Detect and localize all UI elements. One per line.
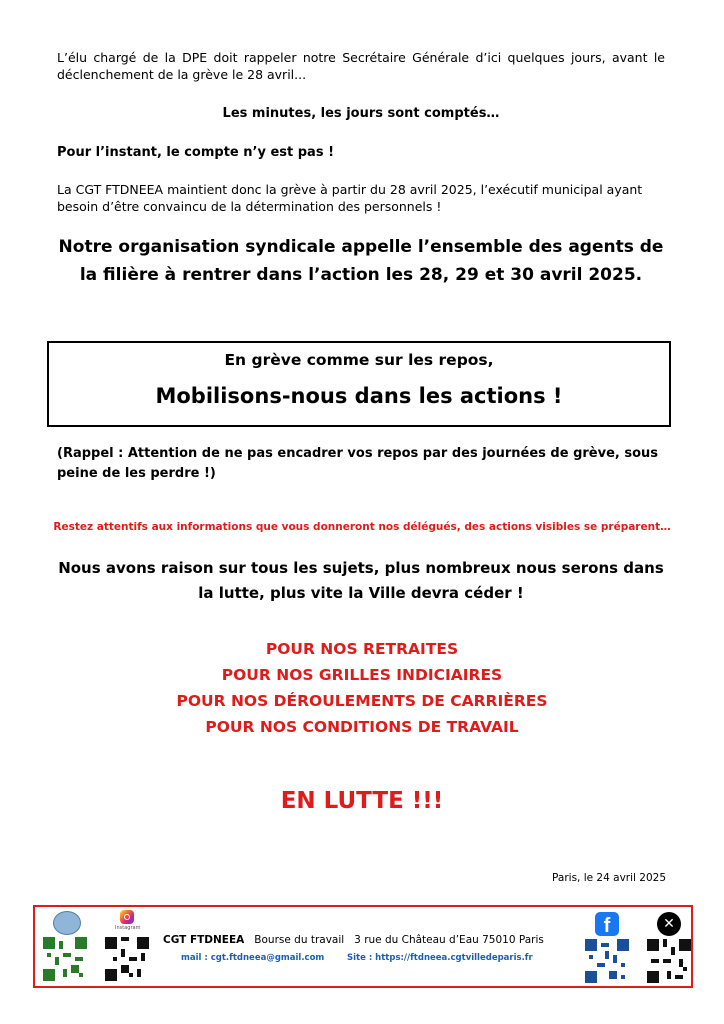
- callout-line-2: Mobilisons-nous dans les actions !: [155, 384, 563, 408]
- qr-code-cgt: [43, 937, 87, 981]
- countdown-heading: Les minutes, les jours sont comptés…: [222, 106, 500, 121]
- intro-paragraph: L’élu chargé de la DPE doit rappeler notre Secrétaire Générale d’ici quelques jours, avant le déclenchement de la grève le 28 avril...: [57, 50, 665, 82]
- slogan-retraites: POUR NOS RETRAITES: [265, 640, 459, 658]
- instagram-icon[interactable]: [120, 910, 134, 924]
- status-heading: Pour l’instant, le compte n’y est pas !: [57, 145, 335, 160]
- mobilisation-box: [47, 341, 671, 427]
- footer-site[interactable]: Site : https://ftdneea.cgtvilledeparis.fr: [347, 953, 533, 963]
- slogans-block: [40, 636, 684, 740]
- cgt-logo-icon: [53, 911, 81, 935]
- facebook-icon[interactable]: f: [595, 912, 619, 936]
- qr-code-x: [647, 939, 691, 983]
- reminder-note: (Rappel : Attention de ne pas encadrer vos repos par des journées de grève, sous peine de les perdre !): [57, 446, 659, 481]
- qr-code-instagram: [105, 937, 149, 981]
- x-icon[interactable]: ✕: [657, 912, 681, 936]
- footer-box: [33, 905, 693, 988]
- instagram-caption: Instagram: [115, 925, 141, 931]
- footer-address: Bourse du travail 3 rue du Château d’Eau 75010 Paris: [254, 934, 544, 946]
- footer-org-line: [163, 934, 563, 946]
- callout-line-1: En grève comme sur les repos,: [224, 351, 494, 369]
- slogan-carrieres: POUR NOS DÉROULEMENTS DE CARRIÈRES: [176, 692, 548, 710]
- footer-mail[interactable]: mail : cgt.ftdneea@gmail.com: [181, 953, 325, 963]
- statement-paragraph: Nous avons raison sur tous les sujets, plus nombreux nous serons dans la lutte, plus vite la Ville devra céder !: [58, 559, 664, 602]
- slogan-grilles: POUR NOS GRILLES INDICIAIRES: [221, 666, 503, 684]
- slogan-conditions: POUR NOS CONDITIONS DE TRAVAIL: [205, 718, 519, 736]
- en-lutte-heading: EN LUTTE !!!: [280, 788, 444, 814]
- date-line: Paris, le 24 avril 2025: [552, 872, 666, 884]
- strike-paragraph: La CGT FTDNEEA maintient donc la grève à partir du 28 avril 2025, l’exécutif municipal ayant besoin d’être convaincu de la détermination des personnels !: [57, 182, 643, 214]
- qr-code-facebook: [585, 939, 629, 983]
- footer-org: CGT FTDNEEA: [163, 934, 245, 946]
- call-to-action: Notre organisation syndicale appelle l’ensemble des agents de la filière à rentrer dans l’action les 28, 29 et 30 avril 2025.: [58, 237, 664, 285]
- alert-line: Restez attentifs aux informations que vous donneront nos délégués, des actions visibles se préparent…: [53, 521, 671, 533]
